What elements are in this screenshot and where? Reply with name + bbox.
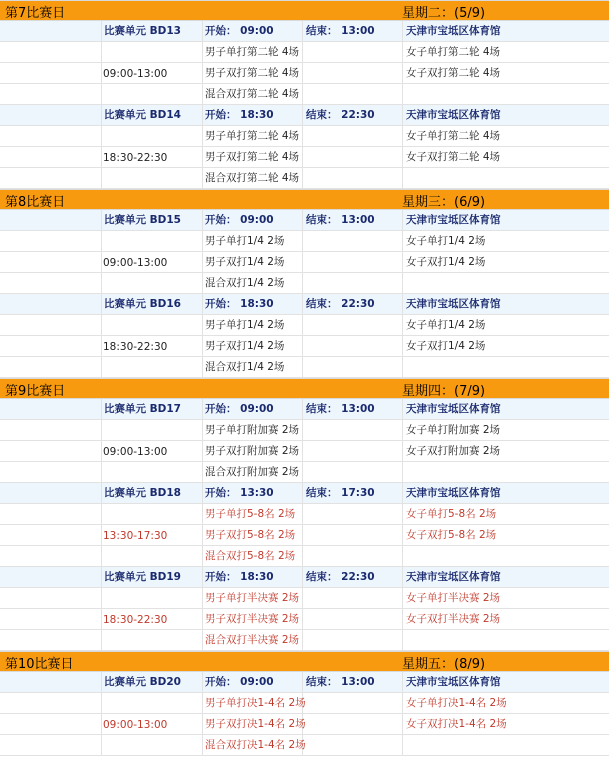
session-code: 比赛单元 BD13 bbox=[104, 25, 181, 37]
column-divider bbox=[101, 504, 102, 524]
event-row bbox=[0, 315, 609, 336]
session-time-range: 13:30-17:30 bbox=[103, 529, 168, 542]
column-divider bbox=[202, 42, 203, 62]
column-divider bbox=[101, 399, 102, 419]
column-divider bbox=[402, 357, 403, 377]
column-divider bbox=[101, 294, 102, 314]
column-divider bbox=[202, 357, 203, 377]
event-left: 男子双打附加赛 2场 bbox=[205, 445, 300, 457]
column-divider bbox=[101, 63, 102, 83]
column-divider bbox=[402, 462, 403, 482]
event-right: 女子双打半决赛 2场 bbox=[406, 613, 501, 625]
day-title: 第7比赛日 bbox=[5, 6, 66, 21]
column-divider bbox=[101, 588, 102, 608]
column-divider bbox=[101, 546, 102, 566]
event-right: 女子双打决1-4名 2场 bbox=[406, 718, 507, 730]
event-row bbox=[0, 525, 609, 546]
column-divider bbox=[402, 336, 403, 356]
day-header-row bbox=[0, 0, 609, 21]
column-divider bbox=[101, 357, 102, 377]
event-right: 女子双打1/4 2场 bbox=[406, 256, 486, 268]
column-divider bbox=[101, 147, 102, 167]
event-left: 混合双打决1-4名 2场 bbox=[205, 739, 306, 751]
event-right: 女子单打1/4 2场 bbox=[406, 319, 486, 331]
session-header-row bbox=[0, 483, 609, 504]
column-divider bbox=[302, 399, 303, 419]
session-end: 结束： 13:00 bbox=[306, 214, 375, 226]
event-row bbox=[0, 735, 609, 756]
event-left: 男子单打第二轮 4场 bbox=[205, 46, 300, 58]
event-left: 男子单打1/4 2场 bbox=[205, 319, 285, 331]
event-left: 男子单打附加赛 2场 bbox=[205, 424, 300, 436]
session-code: 比赛单元 BD17 bbox=[104, 403, 181, 415]
session-code: 比赛单元 BD18 bbox=[104, 487, 181, 499]
event-row bbox=[0, 462, 609, 483]
column-divider bbox=[402, 42, 403, 62]
column-divider bbox=[202, 714, 203, 734]
session-end: 结束： 22:30 bbox=[306, 109, 375, 121]
column-divider bbox=[402, 210, 403, 230]
column-divider bbox=[402, 147, 403, 167]
column-divider bbox=[202, 630, 203, 650]
column-divider bbox=[202, 231, 203, 251]
column-divider bbox=[101, 210, 102, 230]
event-left: 男子单打半决赛 2场 bbox=[205, 592, 300, 604]
session-header-row bbox=[0, 399, 609, 420]
event-left: 男子双打半决赛 2场 bbox=[205, 613, 300, 625]
day-weekday: 星期三：(6/9) bbox=[402, 195, 486, 210]
event-row bbox=[0, 609, 609, 630]
column-divider bbox=[402, 126, 403, 146]
event-row bbox=[0, 168, 609, 189]
session-time-range: 18:30-22:30 bbox=[103, 151, 168, 164]
column-divider bbox=[101, 21, 102, 41]
column-divider bbox=[302, 210, 303, 230]
column-divider bbox=[101, 693, 102, 713]
event-right: 女子单打第二轮 4场 bbox=[406, 130, 501, 142]
column-divider bbox=[202, 294, 203, 314]
column-divider bbox=[402, 546, 403, 566]
event-right: 女子双打5-8名 2场 bbox=[406, 529, 497, 541]
day-title: 第10比赛日 bbox=[5, 657, 74, 672]
event-row bbox=[0, 273, 609, 294]
column-divider bbox=[402, 21, 403, 41]
event-row bbox=[0, 504, 609, 525]
column-divider bbox=[402, 693, 403, 713]
column-divider bbox=[202, 567, 203, 587]
column-divider bbox=[402, 483, 403, 503]
event-left: 男子双打5-8名 2场 bbox=[205, 529, 296, 541]
event-left: 混合双打1/4 2场 bbox=[205, 361, 285, 373]
session-end: 结束： 13:00 bbox=[306, 403, 375, 415]
event-left: 混合双打第二轮 4场 bbox=[205, 88, 300, 100]
column-divider bbox=[402, 630, 403, 650]
session-header-row bbox=[0, 567, 609, 588]
column-divider bbox=[402, 399, 403, 419]
session-header-row bbox=[0, 210, 609, 231]
column-divider bbox=[402, 294, 403, 314]
session-header-row bbox=[0, 294, 609, 315]
column-divider bbox=[101, 420, 102, 440]
day-weekday: 星期五：(8/9) bbox=[402, 657, 486, 672]
session-start: 开始： 09:00 bbox=[205, 676, 274, 688]
column-divider bbox=[101, 714, 102, 734]
event-row bbox=[0, 126, 609, 147]
column-divider bbox=[402, 315, 403, 335]
session-venue: 天津市宝坻区体育馆 bbox=[406, 25, 501, 37]
column-divider bbox=[202, 399, 203, 419]
session-start: 开始： 09:00 bbox=[205, 403, 274, 415]
column-divider bbox=[101, 483, 102, 503]
column-divider bbox=[202, 504, 203, 524]
session-venue: 天津市宝坻区体育馆 bbox=[406, 676, 501, 688]
event-right: 女子单打决1-4名 2场 bbox=[406, 697, 507, 709]
event-left: 男子双打第二轮 4场 bbox=[205, 151, 300, 163]
session-venue: 天津市宝坻区体育馆 bbox=[406, 571, 501, 583]
event-row bbox=[0, 546, 609, 567]
event-row bbox=[0, 420, 609, 441]
column-divider bbox=[402, 168, 403, 188]
event-left: 男子双打第二轮 4场 bbox=[205, 67, 300, 79]
column-divider bbox=[402, 420, 403, 440]
event-row bbox=[0, 84, 609, 105]
event-right: 女子单打半决赛 2场 bbox=[406, 592, 501, 604]
event-row bbox=[0, 714, 609, 735]
column-divider bbox=[202, 273, 203, 293]
column-divider bbox=[101, 567, 102, 587]
column-divider bbox=[302, 294, 303, 314]
session-code: 比赛单元 BD15 bbox=[104, 214, 181, 226]
session-time-range: 09:00-13:00 bbox=[103, 67, 168, 80]
column-divider bbox=[202, 105, 203, 125]
column-divider bbox=[202, 84, 203, 104]
day-weekday: 星期二：(5/9) bbox=[402, 6, 486, 21]
event-left: 男子双打1/4 2场 bbox=[205, 340, 285, 352]
session-start: 开始： 18:30 bbox=[205, 298, 274, 310]
column-divider bbox=[402, 252, 403, 272]
event-left: 混合双打5-8名 2场 bbox=[205, 550, 296, 562]
event-row bbox=[0, 630, 609, 651]
event-right: 女子双打第二轮 4场 bbox=[406, 67, 501, 79]
column-divider bbox=[202, 735, 203, 755]
session-start: 开始： 18:30 bbox=[205, 109, 274, 121]
column-divider bbox=[202, 483, 203, 503]
column-divider bbox=[101, 42, 102, 62]
column-divider bbox=[202, 525, 203, 545]
event-left: 混合双打附加赛 2场 bbox=[205, 466, 300, 478]
column-divider bbox=[202, 420, 203, 440]
event-left: 混合双打1/4 2场 bbox=[205, 277, 285, 289]
column-divider bbox=[402, 588, 403, 608]
column-divider bbox=[101, 252, 102, 272]
column-divider bbox=[202, 693, 203, 713]
session-time-range: 09:00-13:00 bbox=[103, 718, 168, 731]
column-divider bbox=[101, 126, 102, 146]
session-end: 结束： 13:00 bbox=[306, 25, 375, 37]
event-left: 混合双打半决赛 2场 bbox=[205, 634, 300, 646]
column-divider bbox=[402, 672, 403, 692]
column-divider bbox=[101, 609, 102, 629]
column-divider bbox=[302, 672, 303, 692]
day-header-row bbox=[0, 189, 609, 210]
session-venue: 天津市宝坻区体育馆 bbox=[406, 214, 501, 226]
column-divider bbox=[302, 567, 303, 587]
session-header-row bbox=[0, 105, 609, 126]
session-time-range: 09:00-13:00 bbox=[103, 256, 168, 269]
column-divider bbox=[402, 441, 403, 461]
event-right: 女子单打5-8名 2场 bbox=[406, 508, 497, 520]
session-header-row bbox=[0, 21, 609, 42]
column-divider bbox=[202, 63, 203, 83]
session-end: 结束： 17:30 bbox=[306, 487, 375, 499]
session-venue: 天津市宝坻区体育馆 bbox=[406, 298, 501, 310]
session-start: 开始： 18:30 bbox=[205, 571, 274, 583]
session-venue: 天津市宝坻区体育馆 bbox=[406, 403, 501, 415]
session-start: 开始： 09:00 bbox=[205, 25, 274, 37]
session-end: 结束： 22:30 bbox=[306, 571, 375, 583]
event-right: 女子双打1/4 2场 bbox=[406, 340, 486, 352]
column-divider bbox=[202, 315, 203, 335]
column-divider bbox=[202, 546, 203, 566]
day-header-row bbox=[0, 378, 609, 399]
column-divider bbox=[101, 735, 102, 755]
day-weekday: 星期四：(7/9) bbox=[402, 384, 486, 399]
session-code: 比赛单元 BD19 bbox=[104, 571, 181, 583]
column-divider bbox=[202, 21, 203, 41]
column-divider bbox=[101, 105, 102, 125]
column-divider bbox=[202, 672, 203, 692]
event-row bbox=[0, 63, 609, 84]
column-divider bbox=[202, 126, 203, 146]
column-divider bbox=[402, 84, 403, 104]
event-left: 男子单打1/4 2场 bbox=[205, 235, 285, 247]
column-divider bbox=[202, 441, 203, 461]
event-left: 男子单打决1-4名 2场 bbox=[205, 697, 306, 709]
event-row bbox=[0, 252, 609, 273]
column-divider bbox=[402, 273, 403, 293]
column-divider bbox=[202, 168, 203, 188]
event-left: 男子双打1/4 2场 bbox=[205, 256, 285, 268]
session-start: 开始： 09:00 bbox=[205, 214, 274, 226]
column-divider bbox=[101, 336, 102, 356]
session-time-range: 18:30-22:30 bbox=[103, 613, 168, 626]
session-time-range: 18:30-22:30 bbox=[103, 340, 168, 353]
column-divider bbox=[202, 609, 203, 629]
column-divider bbox=[101, 525, 102, 545]
column-divider bbox=[202, 252, 203, 272]
column-divider bbox=[101, 231, 102, 251]
day-title: 第8比赛日 bbox=[5, 195, 66, 210]
session-end: 结束： 13:00 bbox=[306, 676, 375, 688]
event-right: 女子双打第二轮 4场 bbox=[406, 151, 501, 163]
column-divider bbox=[101, 273, 102, 293]
event-row bbox=[0, 231, 609, 252]
column-divider bbox=[101, 630, 102, 650]
event-row bbox=[0, 693, 609, 714]
event-row bbox=[0, 357, 609, 378]
event-row bbox=[0, 147, 609, 168]
column-divider bbox=[402, 63, 403, 83]
column-divider bbox=[202, 588, 203, 608]
event-right: 女子单打附加赛 2场 bbox=[406, 424, 501, 436]
column-divider bbox=[101, 441, 102, 461]
column-divider bbox=[402, 231, 403, 251]
column-divider bbox=[202, 210, 203, 230]
event-row bbox=[0, 441, 609, 462]
session-venue: 天津市宝坻区体育馆 bbox=[406, 109, 501, 121]
column-divider bbox=[101, 462, 102, 482]
event-right: 女子双打附加赛 2场 bbox=[406, 445, 501, 457]
column-divider bbox=[402, 735, 403, 755]
column-divider bbox=[402, 567, 403, 587]
session-code: 比赛单元 BD14 bbox=[104, 109, 181, 121]
column-divider bbox=[302, 483, 303, 503]
event-row bbox=[0, 588, 609, 609]
event-right: 女子单打第二轮 4场 bbox=[406, 46, 501, 58]
column-divider bbox=[402, 504, 403, 524]
column-divider bbox=[402, 105, 403, 125]
event-left: 男子单打第二轮 4场 bbox=[205, 130, 300, 142]
session-code: 比赛单元 BD16 bbox=[104, 298, 181, 310]
event-left: 男子双打决1-4名 2场 bbox=[205, 718, 306, 730]
day-header-row bbox=[0, 651, 609, 672]
column-divider bbox=[402, 609, 403, 629]
column-divider bbox=[402, 714, 403, 734]
day-title: 第9比赛日 bbox=[5, 384, 66, 399]
event-left: 男子单打5-8名 2场 bbox=[205, 508, 296, 520]
event-row bbox=[0, 336, 609, 357]
event-row bbox=[0, 42, 609, 63]
column-divider bbox=[302, 21, 303, 41]
column-divider bbox=[202, 336, 203, 356]
event-right: 女子单打1/4 2场 bbox=[406, 235, 486, 247]
column-divider bbox=[101, 84, 102, 104]
session-venue: 天津市宝坻区体育馆 bbox=[406, 487, 501, 499]
session-start: 开始： 13:30 bbox=[205, 487, 274, 499]
column-divider bbox=[202, 147, 203, 167]
column-divider bbox=[101, 672, 102, 692]
session-end: 结束： 22:30 bbox=[306, 298, 375, 310]
session-header-row bbox=[0, 672, 609, 693]
session-code: 比赛单元 BD20 bbox=[104, 676, 181, 688]
event-left: 混合双打第二轮 4场 bbox=[205, 172, 300, 184]
column-divider bbox=[302, 105, 303, 125]
column-divider bbox=[202, 462, 203, 482]
column-divider bbox=[402, 525, 403, 545]
column-divider bbox=[101, 168, 102, 188]
column-divider bbox=[101, 315, 102, 335]
session-time-range: 09:00-13:00 bbox=[103, 445, 168, 458]
